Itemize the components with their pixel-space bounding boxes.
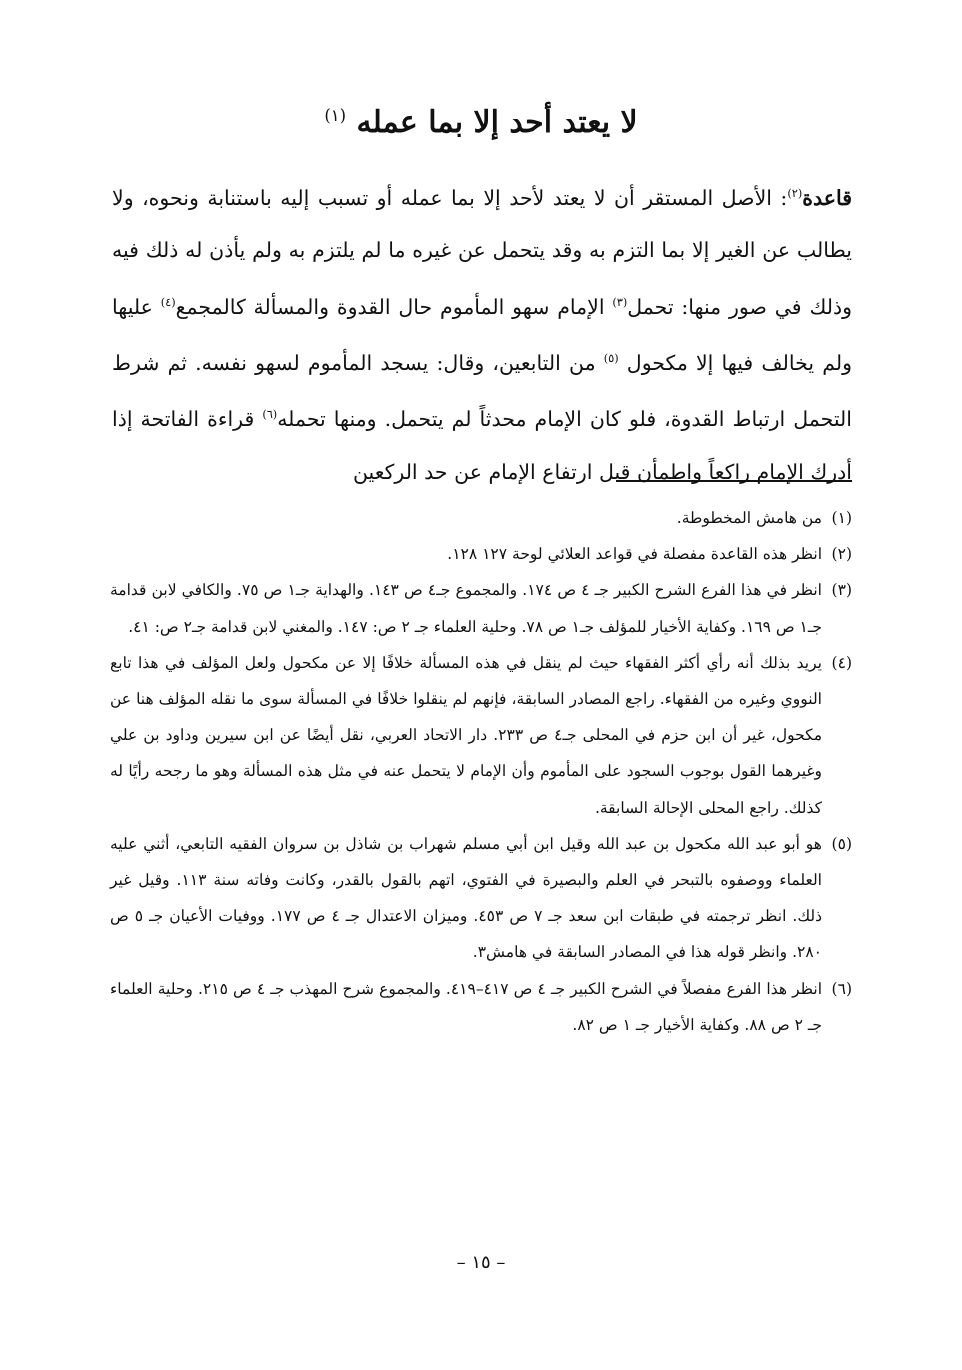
footnote-item [110,500,852,536]
footnote-item [110,572,852,644]
footnote-item [110,826,852,971]
main-paragraph [112,168,852,498]
footnote-item [110,645,852,826]
footnote-number: (٤) [831,653,852,672]
footnote-marker-4: (٤) [160,295,176,309]
footnote-text: يريد بذلك أنه رأي أكثر الفقهاء حيث لم ينقل في هذه المسألة خلافًا إلا عن مكحول ولعل المؤلف في هذا تابع النووي وغيره من الفقهاء. راجع المصادر السابقة، فإنهم لم ينقلوا خلافًا في المسألة سوى ما نقله المؤلف هنا عن مكحول، غير أن ابن حزم في المحلى جـ٤ ص ٢٣٣. دار الاتحاد العربي، نقل أيضًا عن ابن سيرين وداود بن علي وغيرهما القول بوجوب السجود على المأموم وأن الإمام لا يتحمل عنه في مثل هذه المسألة وهو ما رجحه رأيًا له كذلك. راجع المحلى الإحالة السابقة. [110,653,823,817]
footnote-separator [616,480,852,482]
footnote-text: هو أبو عبد الله مكحول بن عبد الله وقيل ابن أبي مسلم شهراب بن شاذل بن سروان الفقيه التابعي، أثني عليه العلماء ووصفوه بالتبحر في العلم والبصيرة في الفتوي، اتهم بالقول بالقدر، وكانت وفاته سنة ١١٣. وقيل غير ذلك. انظر ترجمته في طبقات ابن سعد جـ ٧ ص ٤٥٣. وميزان الاعتدال جـ ٤ ص ١٧٧. ووفيات الأعيان جـ ٥ ص ٢٨٠. وانظر قوله هذا في المصادر السابقة في هامش٣. [110,834,823,962]
footnote-number: (١) [831,509,852,527]
rule-label: قاعدة [802,185,852,210]
footnotes-list [110,500,852,1043]
footnote-item [110,971,852,1043]
footnote-item [110,536,852,572]
paragraph-part-3: عليها ولم يخالف فيها إلا مكحول [112,294,852,375]
footnote-text: انظر في هذا الفرع الشرح الكبير جـ ٤ ص ١٧٤. والمجموع جـ٤ ص ١٤٣. والهداية جـ١ ص ٧٥. والكافي لابن قدامة جـ١ ص ١٦٩. وكفاية الأخيار للمؤلف جـ١ ص ٧٨. وحلية العلماء جـ ٢ ص: ١٤٧. والمغني لابن قدامة جـ٢ ص: ٤١. [110,581,822,636]
paragraph-part-5: قراءة الفاتحة إذا أدرك الإمام راكعاً واطمأن قبل ارتفاع الإمام عن حد الركعين [112,407,852,484]
footnote-number: (٢) [831,545,852,564]
paragraph-part-4: من التابعين، وقال: يسجد المأموم لسهو نفسه. ثم شرط التحمل ارتباط القدوة، فلو كان الإمام محدثاً لم يتحمل. ومنها تحمله [112,350,852,432]
footnote-number: (٥) [831,834,852,853]
footnote-number: (٣) [831,581,852,600]
page-number: – ١٥ – [456,1252,506,1273]
footnote-marker-6: (٦) [262,408,278,422]
footnote-marker-2: (٢) [787,187,803,200]
page-title [120,96,842,143]
footnote-text: انظر هذا الفرع مفصلاً في الشرح الكبير جـ ٤ ص ٤١٧–٤١٩. والمجموع شرح المهذب جـ ٤ ص ٢١٥. وحلية العلماء جـ ٢ ص ٨٨. وكفاية الأخيار جـ ١ ص ٨٢. [110,979,823,1034]
footnote-marker-3: (٣) [612,295,628,309]
paragraph-part-1: : الأصل المستقر أن لا يعتد لأحد إلا بما عمله أو تسبب إليه باستنابة ونحوه، ولا يطالب عن الغير إلا بما التزم به وقد يتحمل عن غيره ما لم يلتزم به ولم يأذن له ذلك فيه وذلك في صور منها: تحمل [112,185,852,319]
title-text: لا يعتد أحد إلا بما عمله [356,105,638,140]
title-footnote-marker: (١) [324,106,347,125]
paragraph-part-2: الإمام سهو المأموم حال القدوة والمسألة كالمجمع [175,294,605,319]
footnote-text: من هامش المخطوطة. [676,509,822,527]
footnote-number: (٦) [831,979,852,998]
footnote-marker-5: (٥) [603,352,619,366]
footnote-text: انظر هذه القاعدة مفصلة في قواعد العلائي لوحة ١٢٧ ١٢٨. [447,545,822,564]
